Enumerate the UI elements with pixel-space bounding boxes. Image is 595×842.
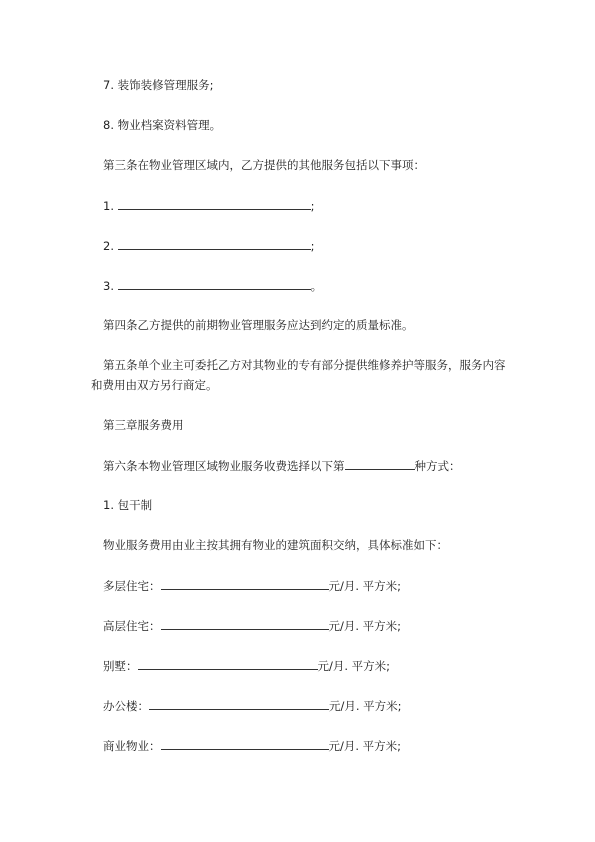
blank-item-3 [103, 277, 322, 294]
article-5-text-2: 和费用由双方另行商定。 [91, 378, 218, 392]
fee-row-unit: 元/月. 平方米; [328, 579, 402, 593]
chapter-3-heading [103, 417, 184, 433]
article-4-text: 第四条乙方提供的前期物业管理服务应达到约定的质量标准。 [103, 318, 414, 332]
fee-row-unit: 元/月. 平方米; [328, 619, 402, 633]
blank-item-2-prefix: 2. [103, 239, 118, 253]
fee-row-unit: 元/月. 平方米; [328, 739, 402, 753]
article-4-paragraph [103, 317, 414, 333]
fee-row-villa [103, 657, 390, 674]
blank-item-2 [103, 237, 315, 254]
blank-item-1-field[interactable] [118, 197, 311, 210]
list-item-8-text: 8. 物业档案资料管理。 [103, 118, 222, 132]
fee-row-label: 办公楼： [103, 699, 149, 713]
list-item-7 [103, 77, 214, 93]
fee-row-unit: 元/月. 平方米; [317, 659, 391, 673]
lump-sum-heading [103, 497, 152, 513]
fee-row-label: 高层住宅： [103, 619, 161, 633]
fee-amount-field[interactable] [138, 657, 318, 670]
chapter-3-title: 第三章服务费用 [103, 418, 184, 432]
blank-item-3-prefix: 3. [103, 279, 118, 293]
fee-standard-text: 物业服务费用由业主按其拥有物业的建筑面积交纳，具体标准如下： [103, 538, 448, 552]
fee-amount-field[interactable] [161, 617, 329, 630]
fee-row-label: 别墅： [103, 659, 138, 673]
fee-amount-field[interactable] [161, 577, 329, 590]
blank-item-2-field[interactable] [118, 237, 311, 250]
blank-item-3-suffix: 。 [310, 279, 323, 293]
blank-item-1-prefix: 1. [103, 199, 118, 213]
article-3-paragraph [103, 157, 425, 173]
blank-item-1-suffix: ; [310, 199, 315, 213]
fee-row-commercial [103, 737, 401, 754]
fee-amount-field[interactable] [161, 737, 329, 750]
article-6-suffix: 种方式： [414, 459, 461, 473]
article-6-prefix: 第六条本物业管理区域物业服务收费选择以下第 [103, 459, 345, 473]
blank-item-3-field[interactable] [118, 277, 311, 290]
fee-method-field[interactable] [345, 457, 415, 470]
list-item-7-text: 7. 装饰装修管理服务; [103, 78, 214, 92]
article-5-text-1: 第五条单个业主可委托乙方对其物业的专有部分提供维修养护等服务，服务内容 [103, 358, 506, 372]
lump-sum-title: 1. 包干制 [103, 498, 153, 512]
fee-row-label: 多层住宅： [103, 579, 161, 593]
fee-row-high-rise [103, 617, 401, 634]
article-5-paragraph-line-2 [91, 377, 218, 393]
article-3-text: 第三条在物业管理区域内，乙方提供的其他服务包括以下事项： [103, 158, 425, 172]
fee-standard-paragraph [103, 537, 448, 553]
article-5-paragraph-line-1 [103, 357, 506, 373]
blank-item-1 [103, 197, 315, 214]
article-6-paragraph [103, 457, 461, 474]
fee-row-unit: 元/月. 平方米; [329, 699, 402, 713]
fee-row-label: 商业物业： [103, 739, 161, 753]
blank-item-2-suffix: ; [310, 239, 315, 253]
list-item-8 [103, 117, 221, 133]
fee-amount-field[interactable] [149, 697, 329, 710]
fee-row-multi-storey [103, 577, 401, 594]
fee-row-office [103, 697, 402, 714]
